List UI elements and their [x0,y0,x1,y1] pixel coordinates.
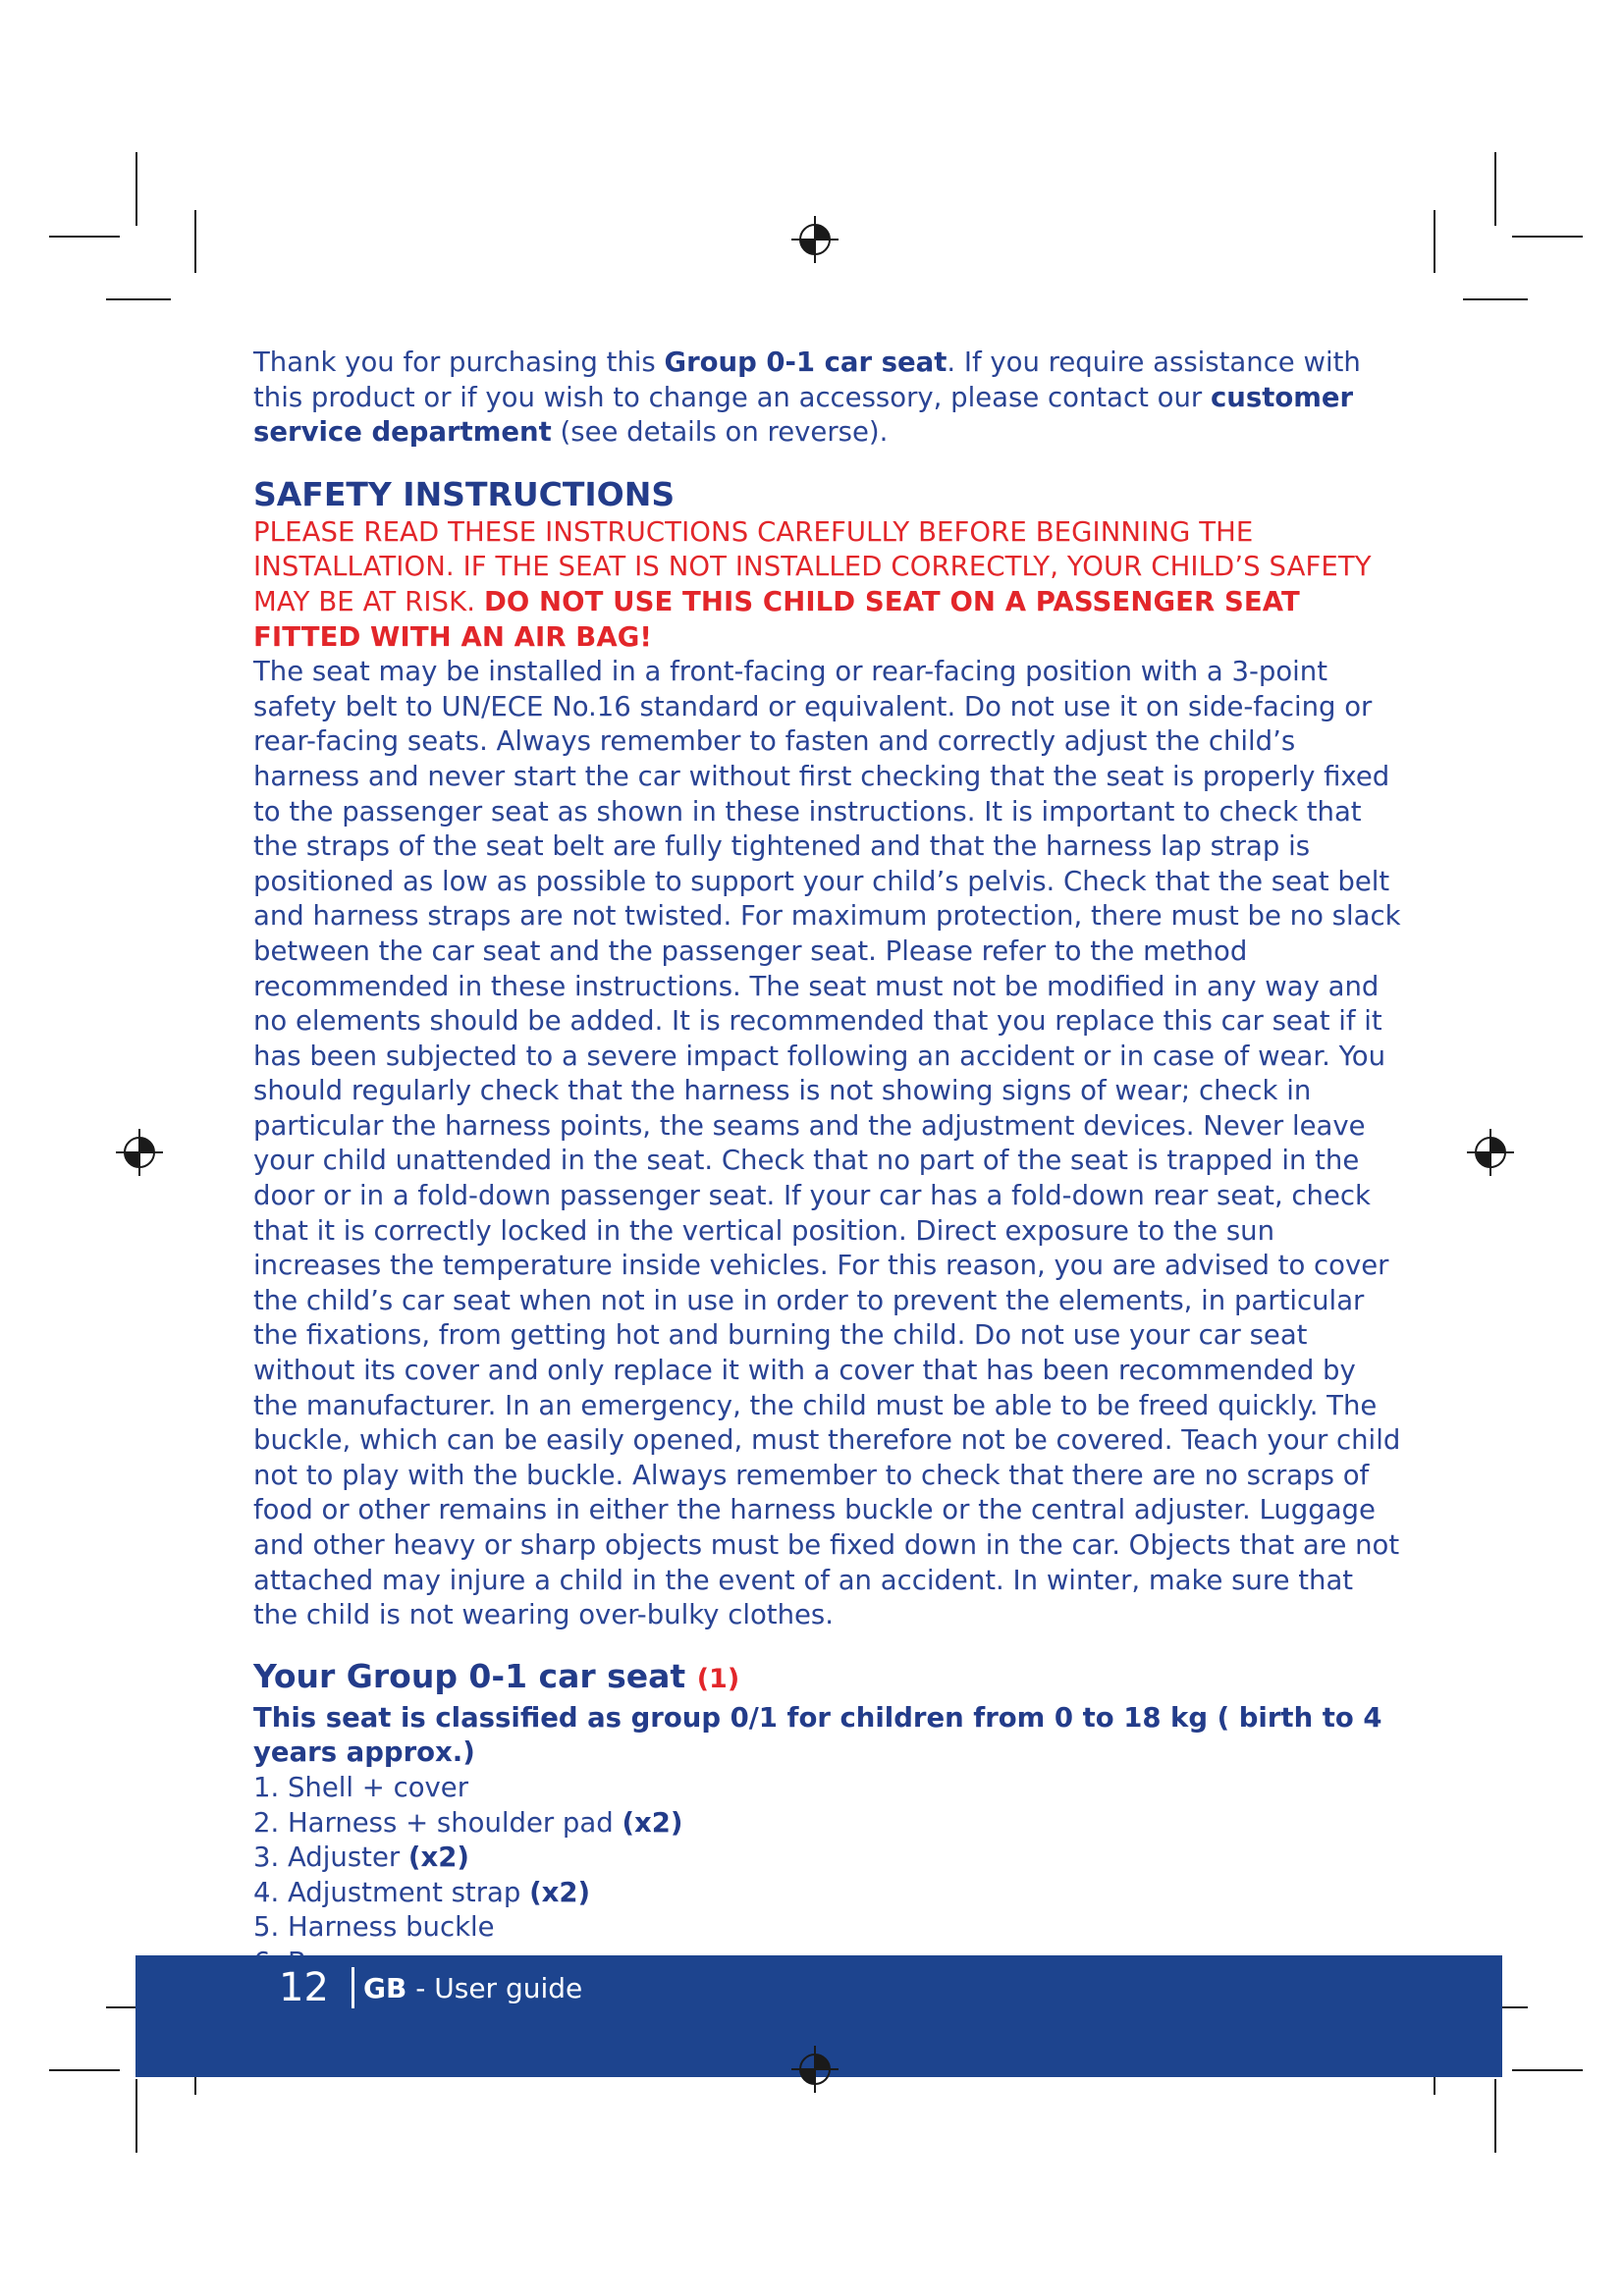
language-code: GB [363,1972,407,2004]
crop-mark [1512,236,1583,238]
intro-text: Thank you for purchasing this [253,347,665,378]
part-label: 4. Adjustment strap [253,1876,530,1908]
list-item [253,1910,1404,1946]
crop-mark [135,152,137,226]
crop-mark [106,298,171,300]
part-label: 2. Harness + shoulder pad [253,1806,623,1839]
figure-reference: (1) [696,1663,740,1694]
page-number: 12 [279,1965,329,2010]
guide-label: - User guide [406,1972,583,2004]
crop-mark [1434,210,1435,273]
crop-mark [1494,2079,1496,2153]
list-item [253,1876,1404,1911]
intro-text: . If you require assistance with this product or if you wish to change an accessory, please contact our [253,347,1361,413]
part-label: 3. Adjuster [253,1842,408,1874]
registration-mark-icon [1465,1127,1516,1178]
list-item [253,1806,1404,1842]
part-label: 1. Shell + cover [253,1771,469,1803]
part-quantity: (x2) [529,1876,591,1908]
crop-mark [49,236,120,238]
list-item [253,1841,1404,1876]
airbag-warning: DO NOT USE THIS CHILD SEAT ON A PASSENGER SEAT FITTED WITH AN AIR BAG! [253,585,1300,653]
part-quantity: (x2) [622,1806,683,1839]
crop-mark [49,2069,120,2071]
crop-mark [194,210,196,273]
intro-paragraph [253,346,1404,451]
registration-mark-icon [114,1127,165,1178]
seat-heading [253,1655,1404,1701]
footer-label [363,1969,582,2008]
safety-body: The seat may be installed in a front-facing or rear-facing position with a 3-point safety belt to UN/ECE No.16 standard or equivalent. Do not use it on side-facing or rear-facing seats. Always remember to fasten and correctly adjust the child’s harness and never start the car without first checking that the seat is properly fixed to the passenger seat as shown in these instructions. It is important to check that the straps of the seat belt are fully tightened and that the harness lap strap is positioned as low as possible to support your child’s pelvis. Check that the seat belt and harness straps are not twisted. For maximum protection, there must be no slack between the car seat and the passenger seat. Please refer to the method recommended in these instructions. The seat must not be modified in any way and no elements should be added. It is recommended that you replace this car seat if it has been subjected to a severe impact following an accident or in case of wear. You should regularly check that the harness is not showing signs of wear; check in particular the harness points, the seams and the adjustment devices. Never leave your child unattended in the seat. Check that no part of the seat is trapped in the door or in a fold-down passenger seat. If your car has a fold-down rear seat, check that it is correctly locked in the vertical position. Direct exposure to the sun increases the temperature inside vehicles. For this reason, you are advised to cover the child’s car seat when not in use in order to prevent the elements, in particular the fixations, from getting hot and burning the child. Do not use your car seat without its cover and only replace it with a cover that has been recommended by the manufacturer. In an emergency, the child must be able to be freed quickly. The buckle, which can be easily opened, must therefore not be covered. Teach your child not to play with the buckle. Always remember to check that there are no scraps of food or other remains in either the harness buckle or the central adjuster. Luggage and other heavy or sharp objects must be fixed down in the car. Objects that are not attached may injure a child in the event of an accident. In winter, make sure that the child is not wearing over-bulky clothes. [253,656,1401,1631]
seat-heading-text: Your Group 0-1 car seat [253,1656,697,1695]
intro-text: (see details on reverse). [551,416,889,449]
part-quantity: (x2) [407,1842,469,1874]
part-label: 5. Harness buckle [253,1911,495,1944]
registration-mark-icon [789,214,840,265]
parts-list [253,1771,1404,1981]
footer-divider [352,1967,354,2008]
crop-mark [1512,2069,1583,2071]
crop-mark [1494,152,1496,226]
crop-mark [135,2079,137,2153]
warning-text: PLEASE READ THESE INSTRUCTIONS CAREFULLY BEFORE BEGINNING THE INSTALLATION. IF THE SEAT IS NOT INSTALLED CORRECTLY, YOUR CHILD’S SAFETY MAY BE AT RISK. [253,515,1372,617]
seat-classification: This seat is classified as group 0/1 for children from 0 to 18 kg ( birth to 4 years approx.) [253,1701,1382,1769]
safety-heading: SAFETY INSTRUCTIONS [253,474,676,513]
crop-mark [1463,298,1528,300]
registration-mark-icon [789,2044,840,2095]
page-content [253,346,1404,1981]
intro-product-name: Group 0-1 car seat [664,347,947,378]
intro-service-dept: customer service department [253,381,1354,449]
safety-warning [253,515,1404,655]
list-item [253,1771,1404,1806]
